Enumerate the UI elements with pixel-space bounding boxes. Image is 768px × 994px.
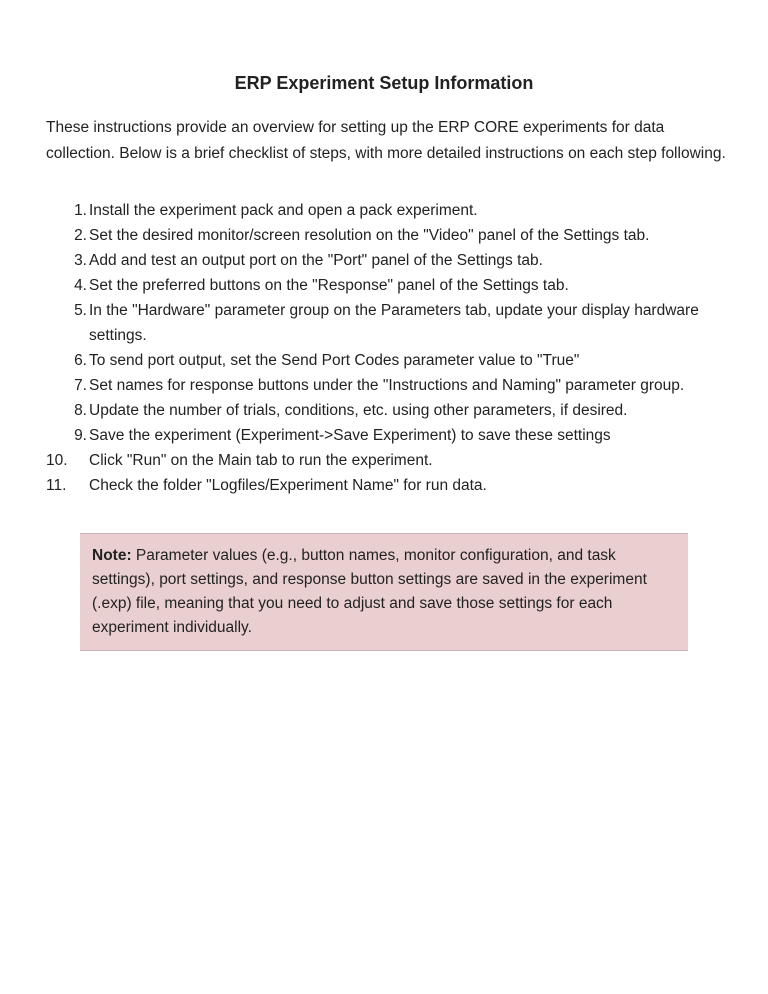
step-text: Save the experiment (Experiment->Save Experiment) to save these settings [89,427,611,444]
step-number: 9. [74,427,87,444]
step-number: 1. [74,202,87,219]
list-item [46,373,726,398]
intro-paragraph: These instructions provide an overview for setting up the ERP CORE experiments for data collection. Below is a brief checklist of steps, with more detailed instructions on each step following. [46,119,726,162]
step-text: Check the folder "Logfiles/Experiment Name" for run data. [89,477,487,494]
list-item [46,298,726,348]
step-text: Set names for response buttons under the "Instructions and Naming" parameter group. [89,377,685,394]
step-text: Install the experiment pack and open a pack experiment. [89,202,478,219]
step-text: To send port output, set the Send Port Codes parameter value to "True" [89,352,580,369]
step-number: 4. [74,277,87,294]
step-text: Click "Run" on the Main tab to run the experiment. [89,452,433,469]
step-text: In the "Hardware" parameter group on the Parameters tab, update your display hardware settings. [89,302,699,344]
step-text: Set the preferred buttons on the "Response" panel of the Settings tab. [89,277,569,294]
step-number: 8. [74,402,87,419]
page-title: ERP Experiment Setup Information [234,73,534,93]
list-item [46,273,726,298]
list-item [46,423,726,448]
list-item [46,198,726,223]
step-number: 11. [46,477,67,494]
list-item [46,348,726,373]
step-text: Add and test an output port on the "Port" panel of the Settings tab. [89,252,543,269]
list-item [46,223,726,248]
step-number: 6. [74,352,87,369]
setup-checklist [46,198,726,498]
step-text: Set the desired monitor/screen resolution on the "Video" panel of the Settings tab. [89,227,650,244]
list-item [46,448,726,473]
note-text: Parameter values (e.g., button names, monitor configuration, and task settings), port settings, and response button settings are saved in the experiment (.exp) file, meaning that you need to adjust and save those settings for each experiment individually. [92,547,647,636]
step-number: 10. [46,452,68,469]
step-number: 3. [74,252,87,269]
step-number: 2. [74,227,87,244]
step-text: Update the number of trials, conditions, etc. using other parameters, if desired. [89,402,628,419]
list-item [46,398,726,423]
step-number: 5. [74,302,87,319]
list-item [46,248,726,273]
step-number: 7. [74,377,87,394]
note-label: Note: [92,547,132,564]
list-item [46,473,726,498]
note-callout [80,533,688,651]
